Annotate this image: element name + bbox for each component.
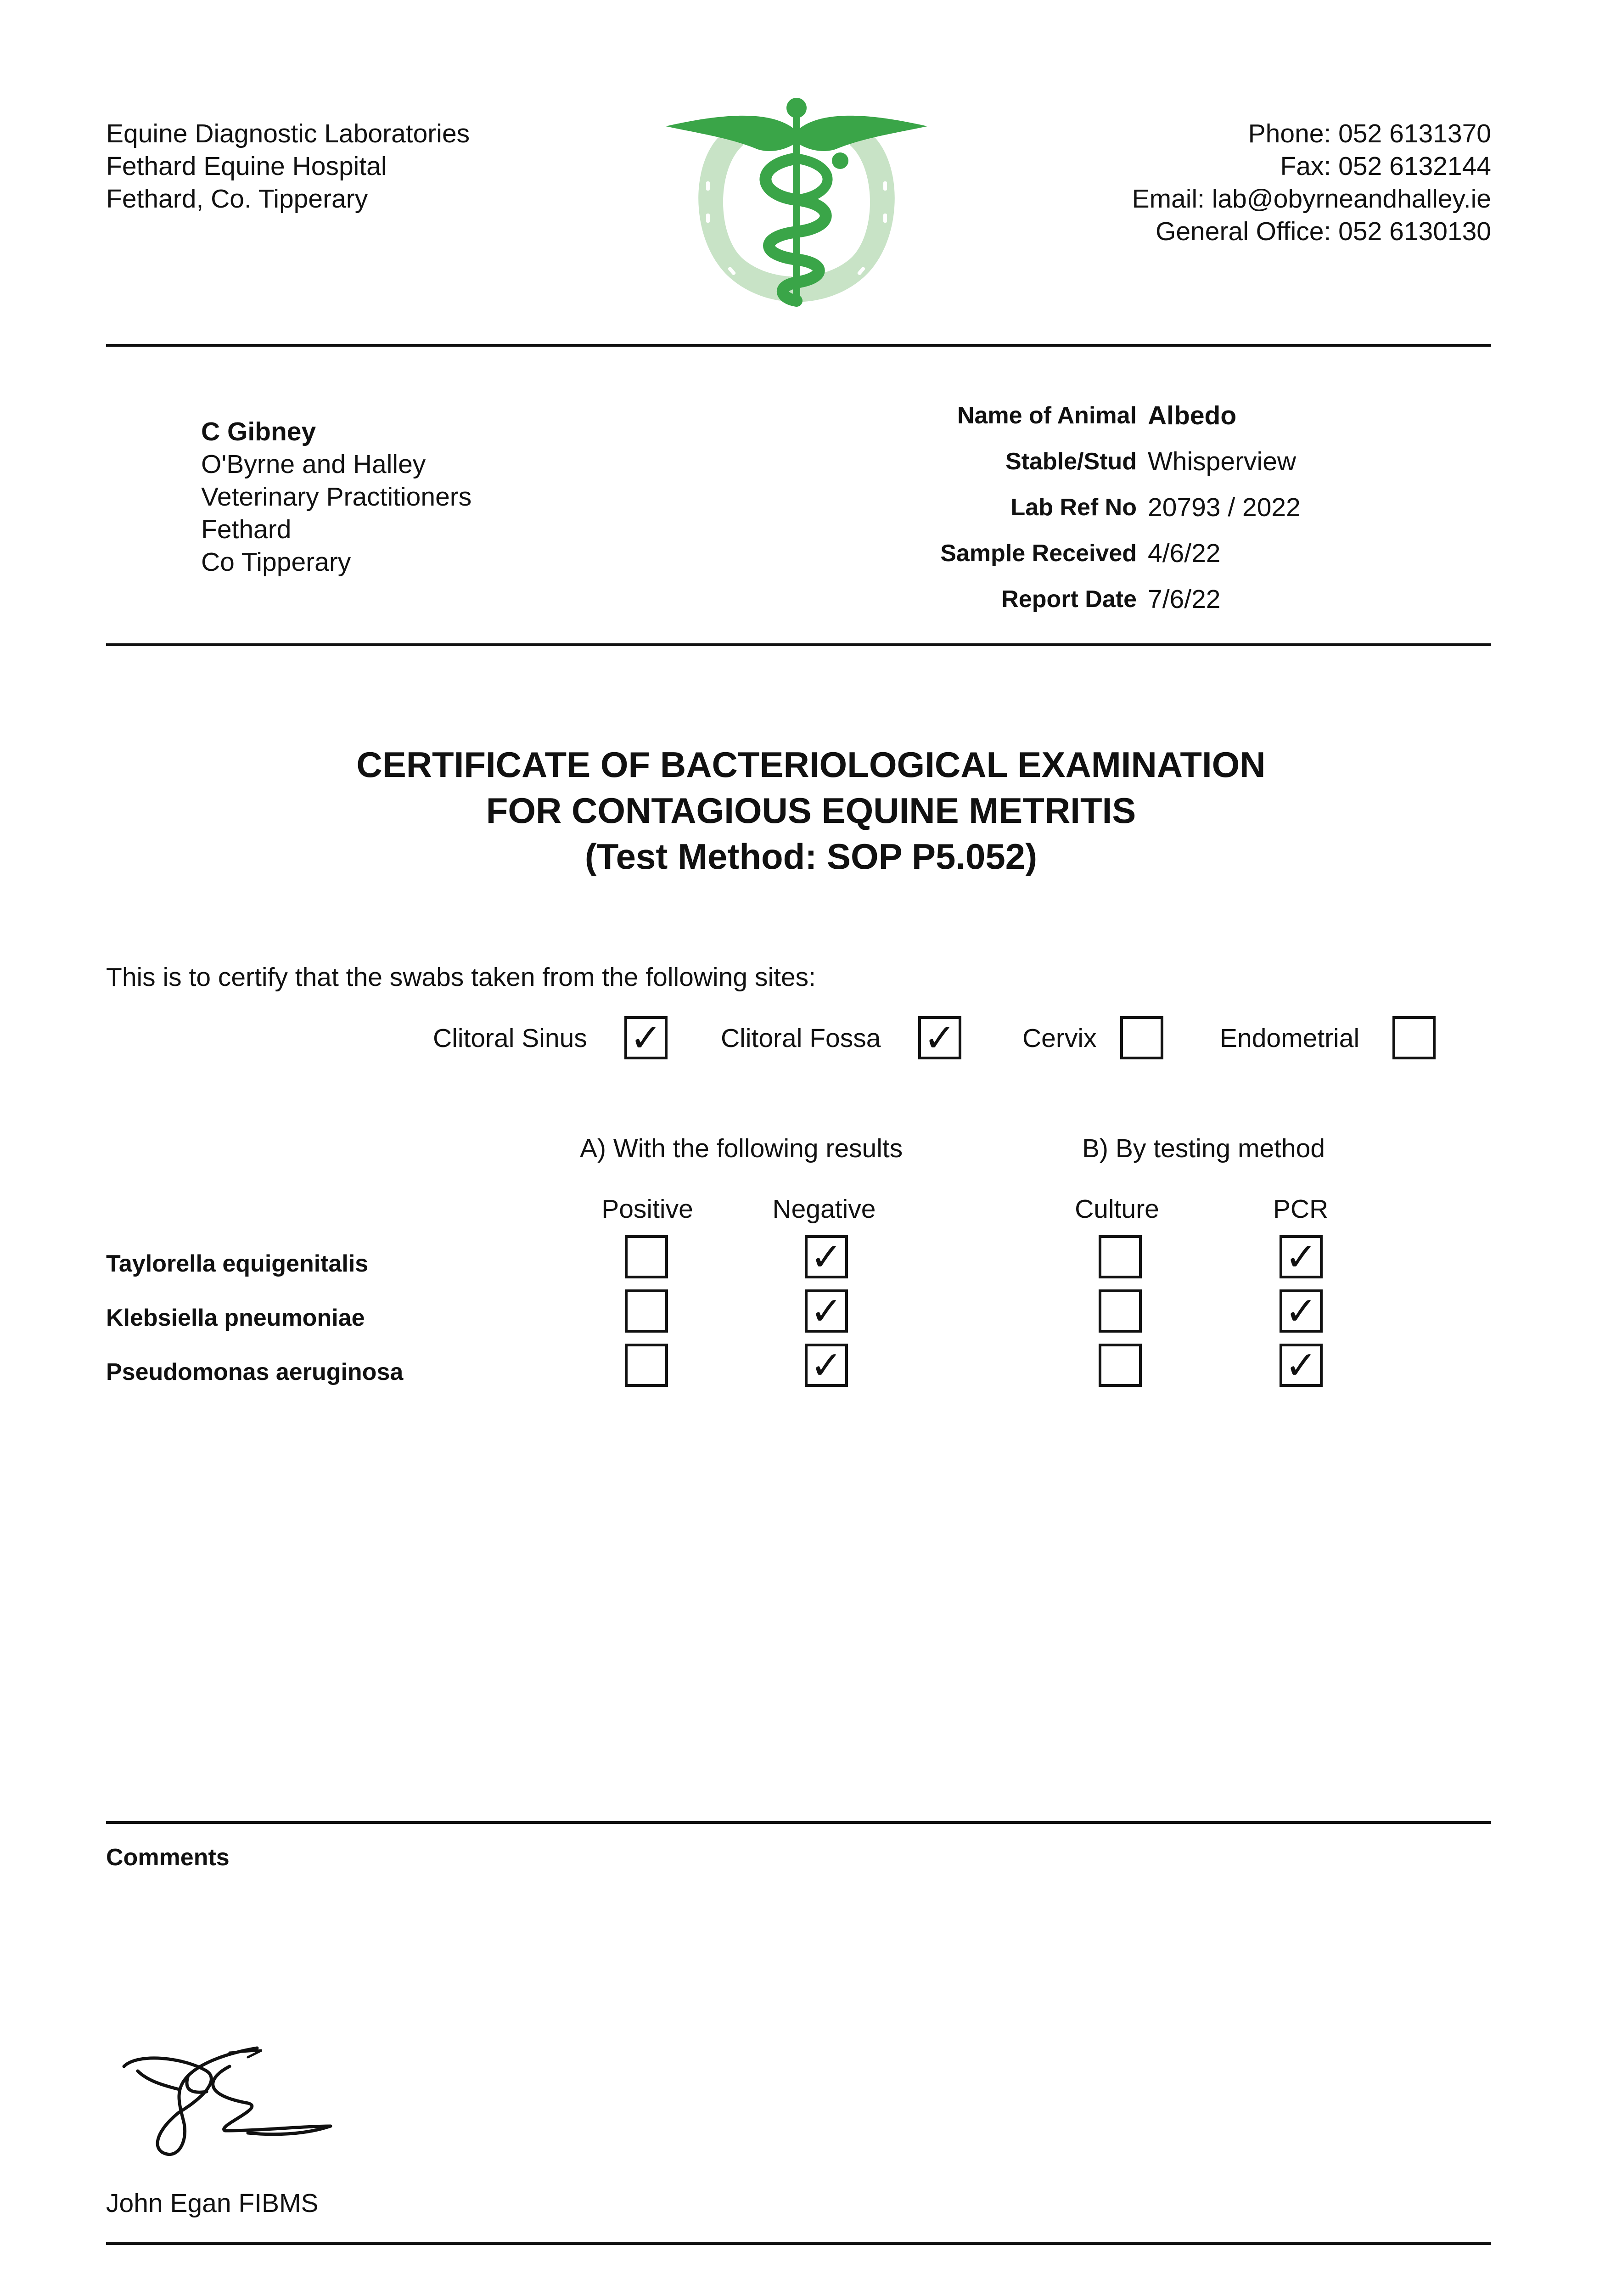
addressee-name: C Gibney: [201, 417, 316, 446]
column-negative: Negative: [772, 1194, 876, 1224]
addressee-line: Veterinary Practitioners: [201, 482, 472, 512]
lab-address-line: Equine Diagnostic Laboratories: [106, 119, 470, 148]
report-date-label: Report Date: [1001, 586, 1137, 613]
lab-ref-row: [735, 484, 1301, 530]
tick-icon: ✓: [629, 1015, 662, 1060]
fax-line: Fax: 052 6132144: [1280, 152, 1491, 181]
checkbox-clitoral-sinus[interactable]: [624, 1016, 668, 1059]
site-label-cervix: Cervix: [1022, 1024, 1097, 1053]
signer-name: John Egan FIBMS: [106, 2189, 319, 2218]
site-label-clitoral-sinus: Clitoral Sinus: [433, 1024, 587, 1053]
column-positive: Positive: [601, 1194, 693, 1224]
tick-icon: ✓: [1285, 1343, 1318, 1388]
stable-row: [735, 439, 1301, 484]
checkbox-negative[interactable]: [805, 1289, 848, 1333]
stable-value: Whisperview: [1148, 447, 1296, 476]
checkbox-culture[interactable]: [1099, 1235, 1142, 1278]
addressee-line: Fethard: [201, 515, 292, 544]
tick-icon: ✓: [810, 1234, 843, 1279]
animal-info: [735, 393, 1301, 622]
email-line: Email: lab@obyrneandhalley.ie: [1132, 184, 1491, 214]
report-date-value: 7/6/22: [1148, 585, 1221, 614]
checkbox-positive[interactable]: [625, 1235, 668, 1278]
checkbox-endometrial[interactable]: [1392, 1016, 1436, 1059]
animal-name-value: Albedo: [1148, 401, 1237, 430]
caduceus-horseshoe-logo: [661, 90, 932, 310]
checkbox-positive[interactable]: [625, 1344, 668, 1387]
tick-icon: ✓: [1285, 1234, 1318, 1279]
results-heading: A) With the following results: [580, 1134, 903, 1163]
comments-divider: [106, 1821, 1491, 1824]
organism-name: Taylorella equigenitalis: [106, 1250, 369, 1277]
report-date-row: [735, 576, 1301, 622]
title-line: (Test Method: SOP P5.052): [584, 836, 1038, 877]
checkbox-positive[interactable]: [625, 1289, 668, 1333]
addressee-block: [201, 416, 471, 579]
checkbox-culture[interactable]: [1099, 1289, 1142, 1333]
header-divider: [106, 344, 1491, 347]
addressee-line: O'Byrne and Halley: [201, 450, 426, 479]
checkbox-negative[interactable]: [805, 1235, 848, 1278]
lab-ref-label: Lab Ref No: [1010, 494, 1137, 521]
site-label-endometrial: Endometrial: [1220, 1024, 1360, 1053]
tick-icon: ✓: [810, 1289, 843, 1334]
lab-address: [106, 118, 470, 215]
addressee-line: Co Tipperary: [201, 547, 351, 577]
checkbox-cervix[interactable]: [1120, 1016, 1163, 1059]
lab-address-line: Fethard Equine Hospital: [106, 152, 387, 181]
organism-name: Klebsiella pneumoniae: [106, 1305, 365, 1331]
phone-line: Phone: 052 6131370: [1248, 119, 1491, 148]
sample-received-value: 4/6/22: [1148, 539, 1221, 568]
info-divider: [106, 643, 1491, 646]
stable-label: Stable/Stud: [1005, 448, 1137, 475]
animal-name-row: [735, 393, 1301, 439]
sample-received-row: [735, 530, 1301, 576]
footer-divider: [106, 2242, 1491, 2245]
method-heading: B) By testing method: [1082, 1134, 1325, 1163]
site-label-clitoral-fossa: Clitoral Fossa: [721, 1024, 881, 1053]
checkbox-pcr[interactable]: [1280, 1235, 1323, 1278]
certificate-title: [0, 742, 1622, 879]
lab-contact: [1132, 118, 1491, 248]
organism-name: Pseudomonas aeruginosa: [106, 1359, 404, 1385]
tick-icon: ✓: [923, 1015, 956, 1060]
staff-knob: [786, 98, 807, 118]
certify-statement: This is to certify that the swabs taken from the following sites:: [106, 962, 816, 992]
comments-label: Comments: [106, 1844, 230, 1871]
column-pcr: PCR: [1273, 1194, 1329, 1224]
checkbox-culture[interactable]: [1099, 1344, 1142, 1387]
animal-name-label: Name of Animal: [957, 402, 1137, 429]
lab-ref-value: 20793 / 2022: [1148, 493, 1301, 522]
sample-received-label: Sample Received: [940, 540, 1137, 567]
checkbox-clitoral-fossa[interactable]: [918, 1016, 961, 1059]
title-line: CERTIFICATE OF BACTERIOLOGICAL EXAMINATION: [356, 744, 1266, 785]
office-line: General Office: 052 6130130: [1156, 217, 1491, 246]
lab-address-line: Fethard, Co. Tipperary: [106, 184, 368, 214]
title-line: FOR CONTAGIOUS EQUINE METRITIS: [486, 790, 1136, 831]
tick-icon: ✓: [810, 1343, 843, 1388]
tick-icon: ✓: [1285, 1289, 1318, 1334]
checkbox-pcr[interactable]: [1280, 1344, 1323, 1387]
column-culture: Culture: [1075, 1194, 1159, 1224]
signature-image: [110, 2039, 349, 2167]
checkbox-negative[interactable]: [805, 1344, 848, 1387]
checkbox-pcr[interactable]: [1280, 1289, 1323, 1333]
